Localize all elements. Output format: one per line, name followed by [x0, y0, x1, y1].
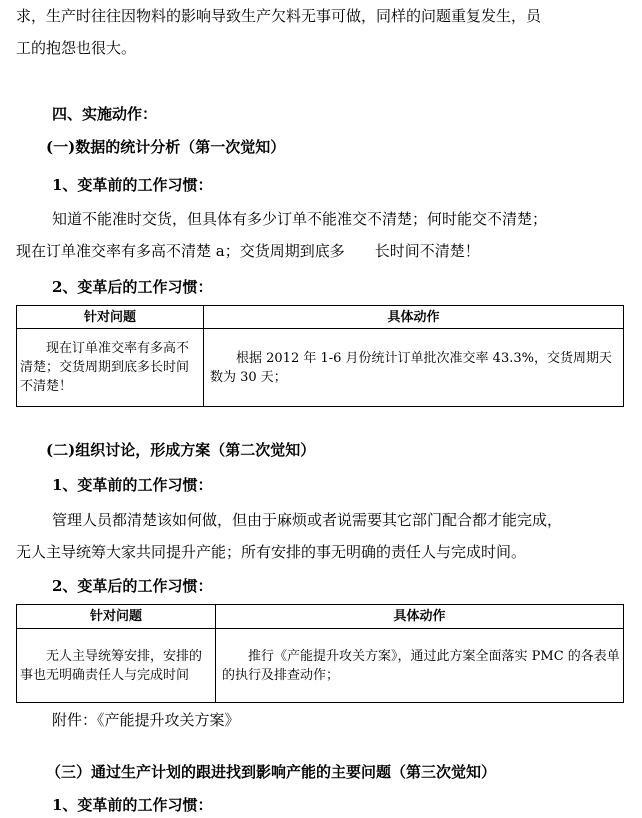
step-heading: 2、变革后的工作习惯：: [52, 577, 213, 595]
paragraph-line: 知道不能准时交货，但具体有多少订单不能准交不清楚；何时能交不清楚；: [52, 210, 548, 228]
subsection-heading: (二)组织讨论，形成方案（第二次觉知）: [46, 441, 316, 459]
subsection-heading: （三）通过生产计划的跟进找到影响产能的主要问题（第三次觉知）: [46, 763, 497, 781]
attachment-note: 附件：《产能提升攻关方案》: [52, 711, 240, 729]
table-cell: 现在订单准交率有多高不清楚；交货周期到底多长时间不清楚！: [17, 329, 204, 407]
table-header: 针对问题: [17, 306, 204, 329]
paragraph-line: 现在订单准交率有多高不清楚 a；交货周期到底多 长时间不清楚！: [16, 242, 480, 260]
action-table: [16, 604, 624, 703]
action-table: [16, 305, 624, 407]
section-heading: 四、实施动作：: [52, 105, 158, 123]
table-header: 具体动作: [204, 306, 624, 329]
step-heading: 1、变革前的工作习惯：: [52, 796, 213, 814]
step-heading: 1、变革前的工作习惯：: [52, 476, 213, 494]
step-heading: 1、变革前的工作习惯：: [52, 176, 213, 194]
paragraph-line: 无人主导统筹大家共同提升产能；所有安排的事无明确的责任人与完成时间。: [16, 543, 527, 561]
table-header: 具体动作: [216, 605, 624, 629]
paragraph-line: 求，生产时往往因物料的影响导致生产欠料无事可做，同样的问题重复发生，员: [16, 7, 542, 25]
subsection-heading: (一)数据的统计分析（第一次觉知）: [46, 138, 286, 156]
paragraph-line: 工的抱怨也很大。: [16, 39, 137, 57]
table-header: 针对问题: [17, 605, 216, 629]
table-cell: 推行《产能提升攻关方案》，通过此方案全面落实 PMC 的各表单的执行及排查动作；: [216, 629, 624, 703]
table-cell: 无人主导统筹安排，安排的事也无明确责任人与完成时间: [17, 629, 216, 703]
paragraph-line: 管理人员都清楚该如何做，但由于麻烦或者说需要其它部门配合都才能完成，: [52, 511, 563, 529]
table-cell: 根据 2012 年 1-6 月份统计订单批次准交率 43.3%，交货周期天数为 30 天；: [204, 329, 624, 407]
step-heading: 2、变革后的工作习惯：: [52, 278, 213, 296]
